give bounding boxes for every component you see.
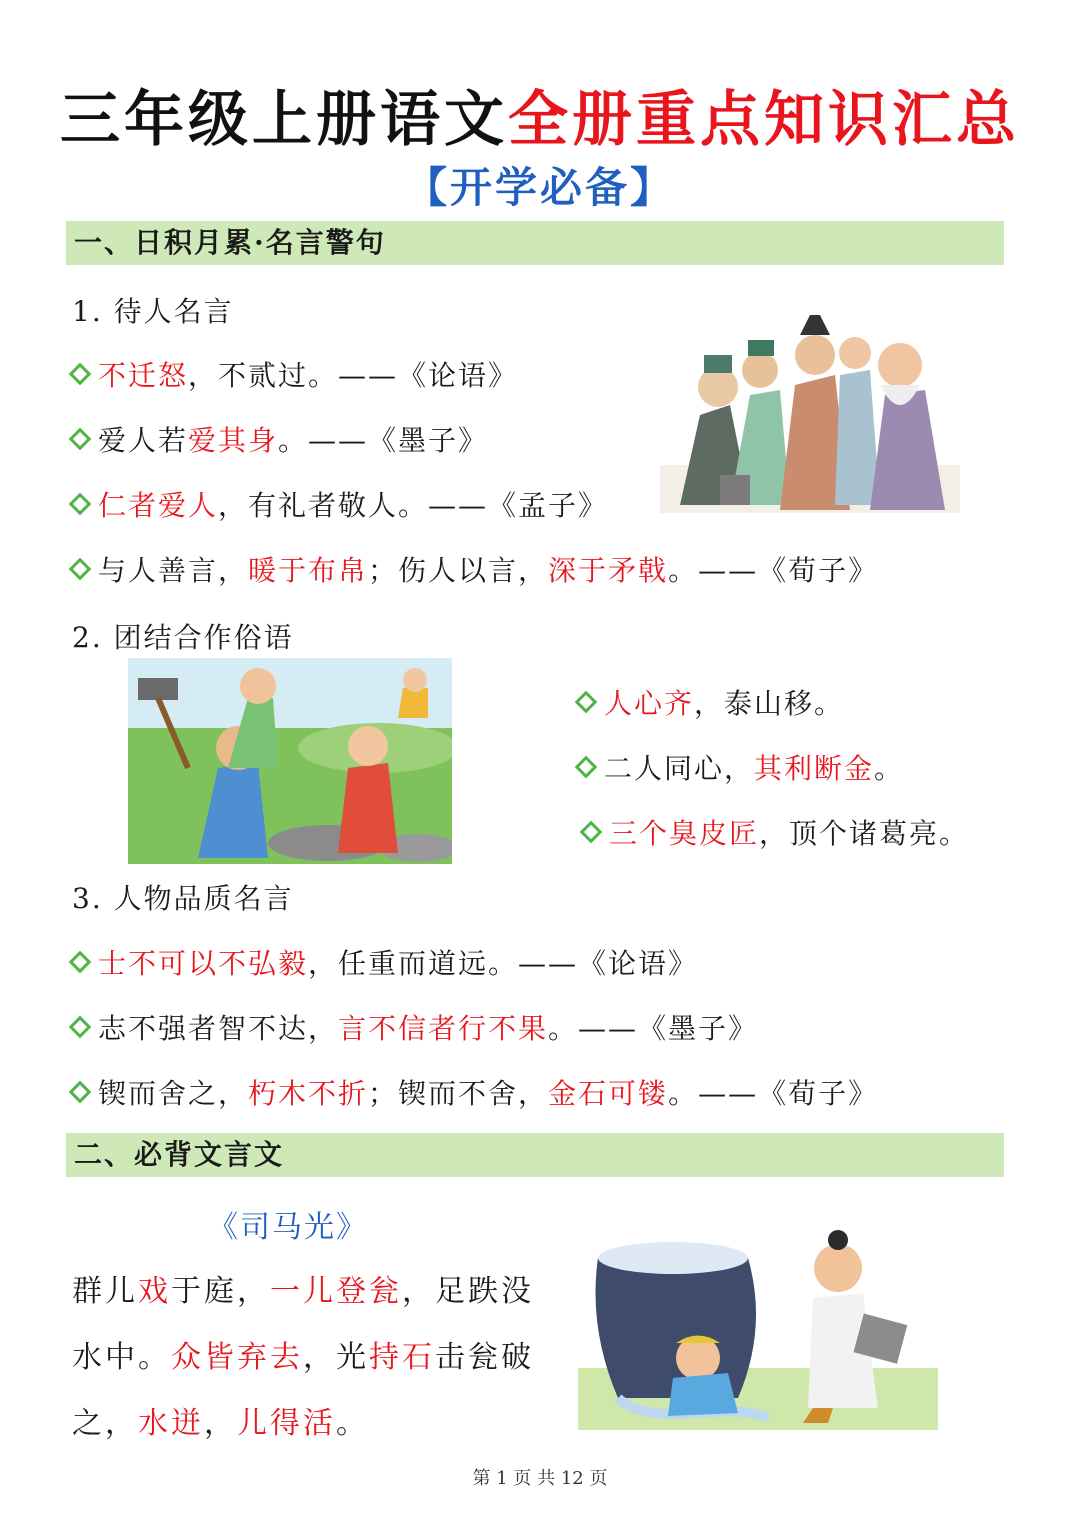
plain-text: ；锲而不舍，: [368, 1077, 549, 1110]
plain-text: 与人善言，: [98, 554, 249, 587]
teamwork-illustration: [128, 658, 452, 864]
title-part2: 全册重点知识汇总: [508, 85, 1020, 155]
highlight-text: 仁者爱人: [98, 489, 219, 522]
plain-text: ，不贰过。——《论语》: [188, 359, 519, 392]
diamond-bullet-icon: [575, 691, 598, 714]
highlight-text: 不迁怒: [98, 359, 189, 392]
title-part1: 三年级上册语文: [60, 85, 508, 155]
highlight-text: 众皆弃去: [171, 1340, 303, 1375]
group3-heading: 3. 人物品质名言: [72, 882, 294, 915]
diamond-bullet-icon: [580, 821, 603, 844]
page-subtitle: 【开学必备】: [404, 163, 675, 212]
diamond-bullet-icon: [69, 951, 92, 974]
group2-line-0: [570, 682, 844, 722]
highlight-text: 三个臭皮匠: [609, 817, 760, 850]
group2-heading: 2. 团结合作俗语: [72, 621, 294, 654]
line-text: [604, 682, 844, 722]
line-text: [98, 354, 518, 394]
highlight-text: 其利断金: [754, 752, 875, 785]
group2-line-2: [575, 812, 969, 852]
plain-text: 于庭，: [171, 1274, 270, 1309]
highlight-text: 持石: [369, 1340, 435, 1375]
prose-line-1: [72, 1332, 534, 1376]
plain-text: 击瓮破: [435, 1340, 534, 1375]
highlight-text: 儿得活: [237, 1406, 336, 1441]
page-title: [0, 72, 1080, 158]
group1-line-1: [64, 419, 488, 459]
line-text: [72, 1274, 534, 1309]
plain-text: 之，: [72, 1406, 138, 1441]
plain-text: 。——《荀子》: [668, 1077, 879, 1110]
line-text: [72, 1406, 369, 1441]
group3-line-2: [64, 1072, 878, 1112]
plain-text: ，: [204, 1406, 237, 1441]
line-text: [98, 942, 698, 982]
highlight-text: 朽木不折: [248, 1077, 369, 1110]
plain-text: 锲而舍之，: [98, 1077, 249, 1110]
diamond-bullet-icon: [69, 428, 92, 451]
section1-heading: 一、日积月累·名言警句: [66, 221, 1004, 265]
group1-line-3: [64, 549, 878, 589]
diamond-bullet-icon: [69, 558, 92, 581]
group2-line-1: [570, 747, 904, 787]
highlight-text: 言不信者行不果: [338, 1012, 549, 1045]
highlight-text: 一儿登瓮: [270, 1274, 402, 1309]
plain-text: 。——《墨子》: [278, 424, 489, 457]
plain-text: ，有礼者敬人。——《孟子》: [218, 489, 609, 522]
plain-text: ，任重而道远。——《论语》: [308, 947, 699, 980]
line-text: [98, 419, 488, 459]
plain-text: ；伤人以言，: [368, 554, 549, 587]
plain-text: ，泰山移。: [694, 687, 845, 720]
highlight-text: 金石可镂: [548, 1077, 669, 1110]
section2-heading: 二、必背文言文: [66, 1133, 1004, 1177]
plain-text: 爱人若: [98, 424, 189, 457]
diamond-bullet-icon: [69, 363, 92, 386]
line-text: [609, 812, 969, 852]
plain-text: 志不强者智不达，: [98, 1012, 339, 1045]
scholars-illustration: [660, 295, 960, 513]
plain-text: ，足跌没: [402, 1274, 534, 1309]
group1-heading: 1. 待人名言: [72, 295, 234, 328]
diamond-bullet-icon: [69, 1016, 92, 1039]
highlight-text: 深于矛戟: [548, 554, 669, 587]
group1-line-2: [64, 484, 608, 524]
plain-text: 。——《墨子》: [548, 1012, 759, 1045]
line-text: [98, 1072, 878, 1112]
plain-text: 群儿: [72, 1274, 138, 1309]
prose-line-0: [72, 1266, 534, 1310]
plain-text: ，顶个诸葛亮。: [759, 817, 970, 850]
group3-line-0: [64, 942, 698, 982]
plain-text: 。: [874, 752, 905, 785]
sima-guang-illustration: [578, 1218, 938, 1430]
group1-line-0: [64, 354, 518, 394]
text-title: 《司马光》: [208, 1210, 368, 1245]
line-text: [604, 747, 904, 787]
line-text: [98, 549, 878, 589]
diamond-bullet-icon: [69, 1081, 92, 1104]
plain-text: 二人同心，: [604, 752, 755, 785]
prose-line-2: [72, 1398, 369, 1442]
page-footer: 第 1 页 共 12 页: [472, 1468, 608, 1489]
highlight-text: 戏: [138, 1274, 171, 1309]
highlight-text: 爱其身: [188, 424, 279, 457]
line-text: [72, 1340, 534, 1375]
line-text: [98, 1007, 758, 1047]
highlight-text: 水迸: [138, 1406, 204, 1441]
plain-text: 水中。: [72, 1340, 171, 1375]
group3-line-1: [64, 1007, 758, 1047]
highlight-text: 人心齐: [604, 687, 695, 720]
diamond-bullet-icon: [575, 756, 598, 779]
highlight-text: 暖于布帛: [248, 554, 369, 587]
line-text: [98, 484, 608, 524]
diamond-bullet-icon: [69, 493, 92, 516]
plain-text: ，光: [303, 1340, 369, 1375]
plain-text: 。——《荀子》: [668, 554, 879, 587]
plain-text: 。: [336, 1406, 369, 1441]
highlight-text: 士不可以不弘毅: [98, 947, 309, 980]
